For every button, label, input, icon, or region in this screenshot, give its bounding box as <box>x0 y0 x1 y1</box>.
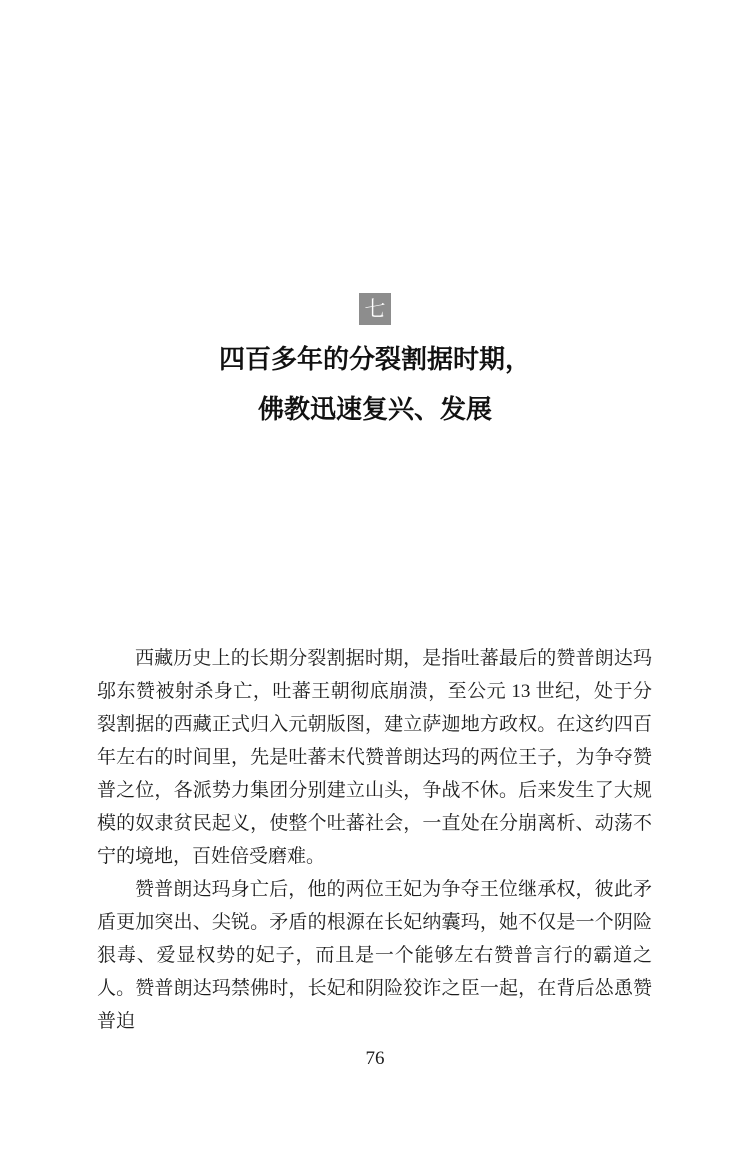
chapter-title <box>0 341 750 441</box>
paragraph: 西藏历史上的长期分裂割据时期，是指吐蕃最后的赞普朗达玛邬东赞被射杀身亡，吐蕃王朝彻底崩溃，至公元 13 世纪，处于分裂割据的西藏正式归入元朝版图，建立萨迦地方政权。在这约四百年左右的时间里，先是吐蕃末代赞普朗达玛的两位王子，为争夺赞普之位，各派势力集团分别建立山头，争战不休。后来发生了大规模的奴隶贫民起义，使整个吐蕃社会，一直处在分崩离析、动荡不宁的境地，百姓倍受磨难。 <box>97 648 652 867</box>
paragraph: 赞普朗达玛身亡后，他的两位王妃为争夺王位继承权，彼此矛盾更加突出、尖锐。矛盾的根源在长妃纳囊玛，她不仅是一个阴险狠毒、爱显权势的妃子，而且是一个能够左右赞普言行的霸道之人。赞普朗达玛禁佛时，长妃和阴险狡诈之臣一起，在背后怂恿赞普迫 <box>97 879 652 1032</box>
chapter-title-line-2: 佛教迅速复兴、发展 <box>257 395 492 424</box>
body-text <box>97 642 652 1038</box>
chapter-number-badge: 七 <box>359 293 391 325</box>
chapter-title-line-1: 四百多年的分裂割据时期， <box>218 345 531 374</box>
page-number: 76 <box>365 1048 385 1069</box>
